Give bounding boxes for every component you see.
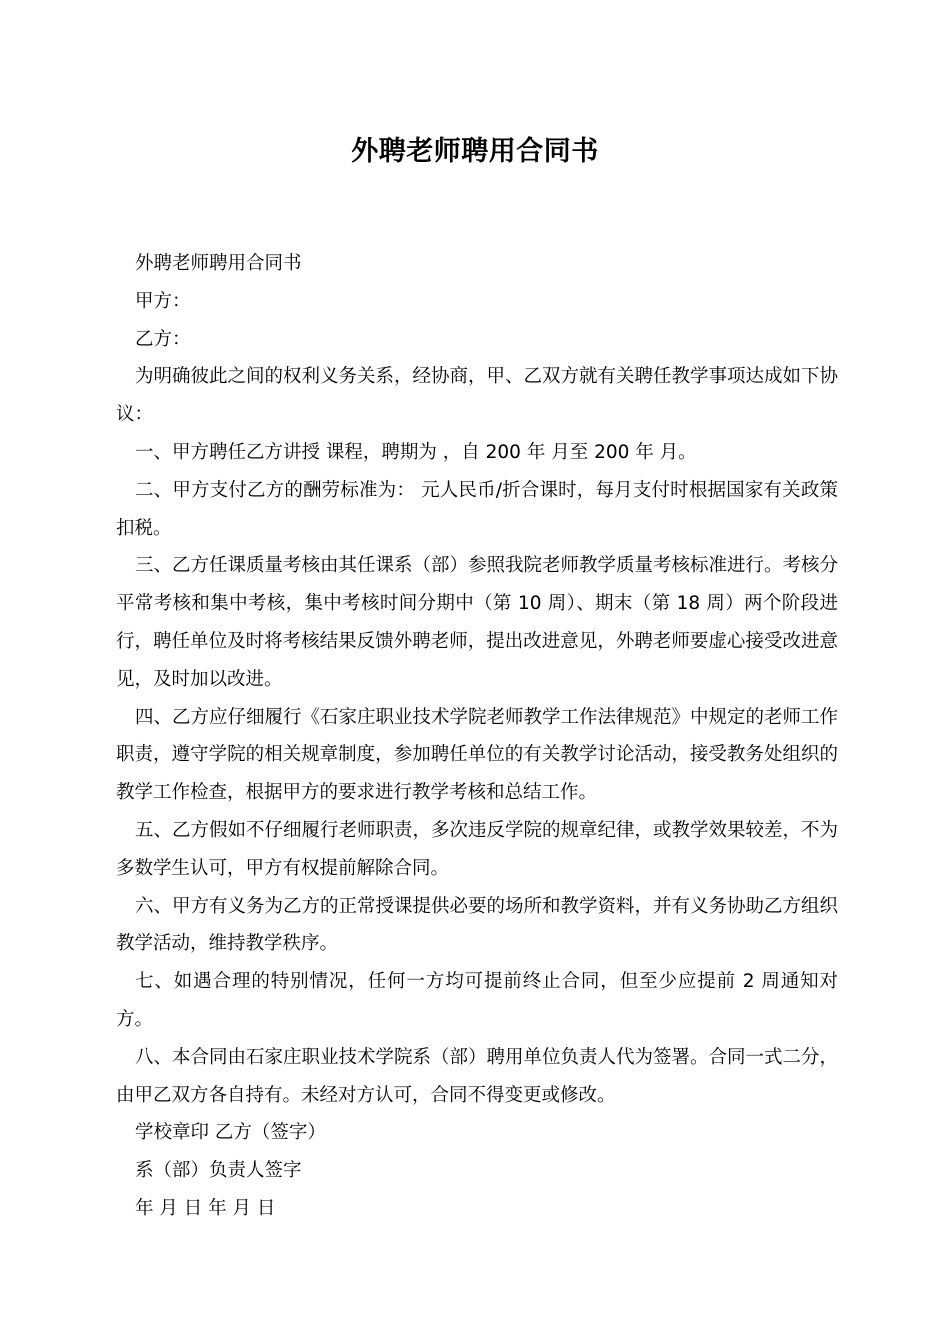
signature-line-seal: 学校章印 乙方（签字） xyxy=(135,1122,326,1144)
paragraph-clause-4: 四、乙方应仔细履行《石家庄职业技术学院老师教学工作法律规范》中规定的老师工作职责，遵守学院的相关规章制度，参加聘任单位的有关教学讨论活动，接受教务处组织的教学工作检查，根据甲方的要求进行教学考核和总结工作。 xyxy=(116,706,839,804)
document-title: 外聘老师聘用合同书 xyxy=(351,136,599,167)
paragraph-clause-2: 二、甲方支付乙方的酬劳标准为： 元人民币/折合课时，每月支付时根据国家有关政策扣税。 xyxy=(116,479,838,539)
paragraph-heading-repeat: 外聘老师聘用合同书 xyxy=(135,253,302,274)
document-body xyxy=(116,245,838,1228)
paragraph-party-b: 乙方： xyxy=(135,328,191,350)
paragraph-clause-7: 七、如遇合理的特别情况，任何一方均可提前终止合同，但至少应提前 2 周通知对方。 xyxy=(116,971,838,1030)
paragraph-clause-3: 三、乙方任课质量考核由其任课系（部）参照我院老师教学质量考核标准进行。考核分平常考核和集中考核，集中考核时间分期中（第 10 周）、期末（第 18 周）两个阶段进行，聘任单位及时将考核结果反馈外聘老师，提出改进意见，外聘老师要虚心接受改进意见，及时加以改进。 xyxy=(116,555,839,690)
paragraph-party-a: 甲方： xyxy=(135,290,191,312)
paragraph-clause-6: 六、甲方有义务为乙方的正常授课提供必要的场所和教学资料，并有义务协助乙方组织教学活动，维持教学秩序。 xyxy=(116,895,839,955)
paragraph-clause-8: 八、本合同由石家庄职业技术学院系（部）聘用单位负责人代为签署。合同一式二分，由甲乙双方各自持有。未经对方认可，合同不得变更或修改。 xyxy=(116,1046,839,1106)
paragraph-preamble: 为明确彼此之间的权利义务关系，经协商，甲、乙双方就有关聘任教学事项达成如下协议： xyxy=(116,366,839,426)
signature-line-date: 年 月 日 年 月 日 xyxy=(135,1197,276,1219)
paragraph-clause-1: 一、甲方聘任乙方讲授 课程，聘期为 ，自 200 年 月至 200 年 月。 xyxy=(135,441,697,463)
paragraph-clause-5: 五、乙方假如不仔细履行老师职责，多次违反学院的规章纪律，或教学效果较差，不为多数学生认可，甲方有权提前解除合同。 xyxy=(116,819,839,879)
signature-line-department: 系（部）负责人签字 xyxy=(135,1160,302,1182)
